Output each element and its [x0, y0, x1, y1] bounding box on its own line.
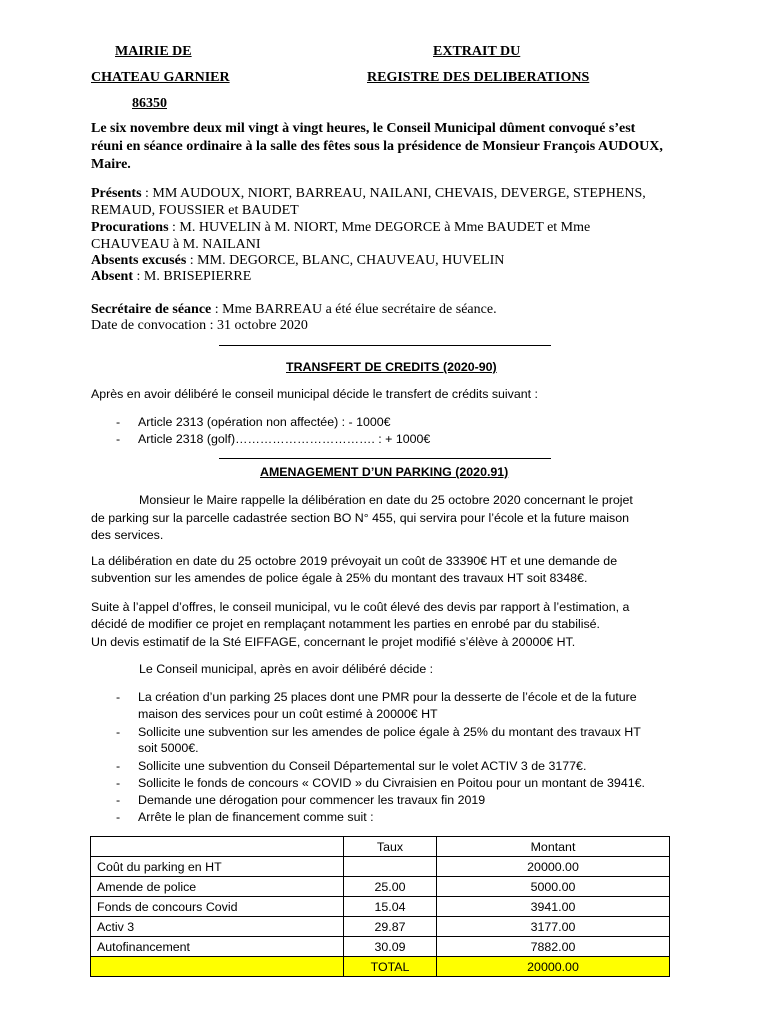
table-cell-label: Fonds de concours Covid: [91, 897, 344, 917]
table-cell-montant: 7882.00: [437, 937, 670, 957]
divider-2: [219, 458, 551, 459]
table-cell-label: Amende de police: [91, 877, 344, 897]
absent-label: Absent: [91, 269, 134, 284]
table-cell-label: [91, 957, 344, 977]
header-registre: REGISTRE DES DELIBERATIONS: [367, 70, 590, 85]
section2-item-3: Sollicite une subvention du Conseil Départemental sur le volet ACTIV 3 de 3177€.: [138, 759, 587, 773]
table-row: [91, 897, 670, 917]
table-cell-total-amount: 20000.00: [437, 957, 670, 977]
table-cell-label: Activ 3: [91, 917, 344, 937]
table-row: [91, 917, 670, 937]
section2-item-2: Sollicite une subvention sur les amendes de police égale à 25% du montant des travaux HT: [138, 725, 641, 739]
presents-text: : MM AUDOUX, NIORT, BARREAU, NAILANI, CHEVAIS, DEVERGE, STEPHENS,: [141, 186, 646, 201]
section2-para1-line1: Monsieur le Maire rappelle la délibération en date du 25 octobre 2020 concernant le projet: [139, 493, 633, 507]
table-cell-taux: 25.00: [344, 877, 437, 897]
financing-table: [90, 836, 670, 977]
absent-line: [91, 269, 251, 285]
table-cell-label: Coût du parking en HT: [91, 857, 344, 877]
procurations-line-1: [91, 220, 590, 236]
section2-title: AMENAGEMENT D’UN PARKING (2020.91): [260, 465, 509, 479]
intro-line-2: réuni en séance ordinaire à la salle des fêtes sous la présidence de Monsieur François AUDOUX,: [91, 139, 663, 154]
section2-item-6: Arrête le plan de financement comme suit :: [138, 810, 374, 824]
section2-para2-line2: subvention sur les amendes de police égale à 25% du montant des travaux HT soit 8348€.: [91, 571, 588, 585]
section2-item-1: La création d’un parking 25 places dont une PMR pour la desserte de l’école et de la future: [138, 690, 637, 704]
table-cell-taux: 29.87: [344, 917, 437, 937]
procurations-text: : M. HUVELIN à M. NIORT, Mme DEGORCE à Mme BAUDET et Mme: [168, 220, 591, 235]
procurations-line-2: CHAUVEAU à M. NAILANI: [91, 237, 261, 252]
bullet-dash: -: [116, 810, 121, 824]
absent-text: : M. BRISEPIERRE: [133, 269, 252, 284]
section2-para3-line1: Suite à l’appel d’offres, le conseil municipal, vu le coût élevé des devis par rapport à l’estimation, a: [91, 600, 630, 614]
bullet-dash: -: [116, 776, 121, 790]
section2-item-2-cont: soit 5000€.: [138, 741, 199, 755]
presents-label: Présents: [91, 186, 142, 201]
table-header-cell: Taux: [344, 837, 437, 857]
bullet-dash: -: [116, 432, 121, 446]
convocation-date: Date de convocation : 31 octobre 2020: [91, 318, 308, 333]
secretary-label: Secrétaire de séance: [91, 302, 212, 317]
table-cell-label: Autofinancement: [91, 937, 344, 957]
section2-para4: Le Conseil municipal, après en avoir délibéré décide :: [139, 662, 434, 676]
section2-para2-line1: La délibération en date du 25 octobre 2019 prévoyait un coût de 33390€ HT et une demande de: [91, 554, 618, 568]
table-row: [91, 857, 670, 877]
bullet-dash: -: [116, 690, 121, 704]
header-mairie: MAIRIE DE: [115, 44, 192, 59]
divider-1: [219, 345, 551, 346]
bullet-dash: -: [116, 415, 121, 429]
table-header-row: [91, 837, 670, 857]
excuses-label: Absents excusés: [91, 253, 187, 268]
section2-para3-line3: Un devis estimatif de la Sté EIFFAGE, concernant le projet modifié s’élève à 20000€ HT.: [91, 635, 576, 649]
section1-item-1: Article 2313 (opération non affectée) : - 1000€: [138, 415, 391, 429]
intro-line-1: Le six novembre deux mil vingt à vingt heures, le Conseil Municipal dûment convoqué s’est: [91, 121, 636, 136]
section2-para3-line2: décidé de modifier ce projet en remplaçant notamment les parties en enrobé par du stabilisé.: [91, 617, 600, 631]
excuses-line: [91, 253, 504, 269]
table-cell-montant: 3941.00: [437, 897, 670, 917]
bullet-dash: -: [116, 793, 121, 807]
section1-intro: Après en avoir délibéré le conseil municipal décide le transfert de crédits suivant :: [91, 387, 538, 401]
table-cell-taux: 15.04: [344, 897, 437, 917]
secretary-text: : Mme BARREAU a été élue secrétaire de séance.: [211, 302, 497, 317]
table-cell-montant: 3177.00: [437, 917, 670, 937]
table-header-cell: [91, 837, 344, 857]
section2-item-5: Demande une dérogation pour commencer les travaux fin 2019: [138, 793, 486, 807]
header-commune: CHATEAU GARNIER: [91, 70, 230, 85]
table-cell-montant: 5000.00: [437, 877, 670, 897]
section2-para1-line3: des services.: [91, 528, 164, 542]
header-extrait: EXTRAIT DU: [433, 44, 521, 59]
procurations-label: Procurations: [91, 220, 169, 235]
intro-line-3: Maire.: [91, 157, 131, 172]
presents-line-2: REMAUD, FOUSSIER et BAUDET: [91, 203, 299, 218]
section2-item-4: Sollicite le fonds de concours « COVID » du Civraisien en Poitou pour un montant de 3941€.: [138, 776, 645, 790]
presents-line-1: [91, 186, 646, 202]
table-cell-taux: [344, 857, 437, 877]
bullet-dash: -: [116, 759, 121, 773]
section1-title: TRANSFERT DE CREDITS (2020-90): [286, 360, 497, 374]
section2-para1-line2: de parking sur la parcelle cadastrée section BO N° 455, qui servira pour l’école et la future maison: [91, 511, 630, 525]
header-postcode: 86350: [132, 96, 167, 111]
table-cell-total-label: TOTAL: [344, 957, 437, 977]
table-header-cell: Montant: [437, 837, 670, 857]
section1-item-2: Article 2318 (golf)……………………………. : + 1000€: [138, 432, 431, 446]
table-row: [91, 877, 670, 897]
excuses-text: : MM. DEGORCE, BLANC, CHAUVEAU, HUVELIN: [186, 253, 505, 268]
table-total-row: [91, 957, 670, 977]
secretary-line: [91, 302, 497, 318]
bullet-dash: -: [116, 725, 121, 739]
table-cell-taux: 30.09: [344, 937, 437, 957]
table-row: [91, 937, 670, 957]
table-cell-montant: 20000.00: [437, 857, 670, 877]
section2-item-1-cont: maison des services pour un coût estimé à 20000€ HT: [138, 707, 438, 721]
